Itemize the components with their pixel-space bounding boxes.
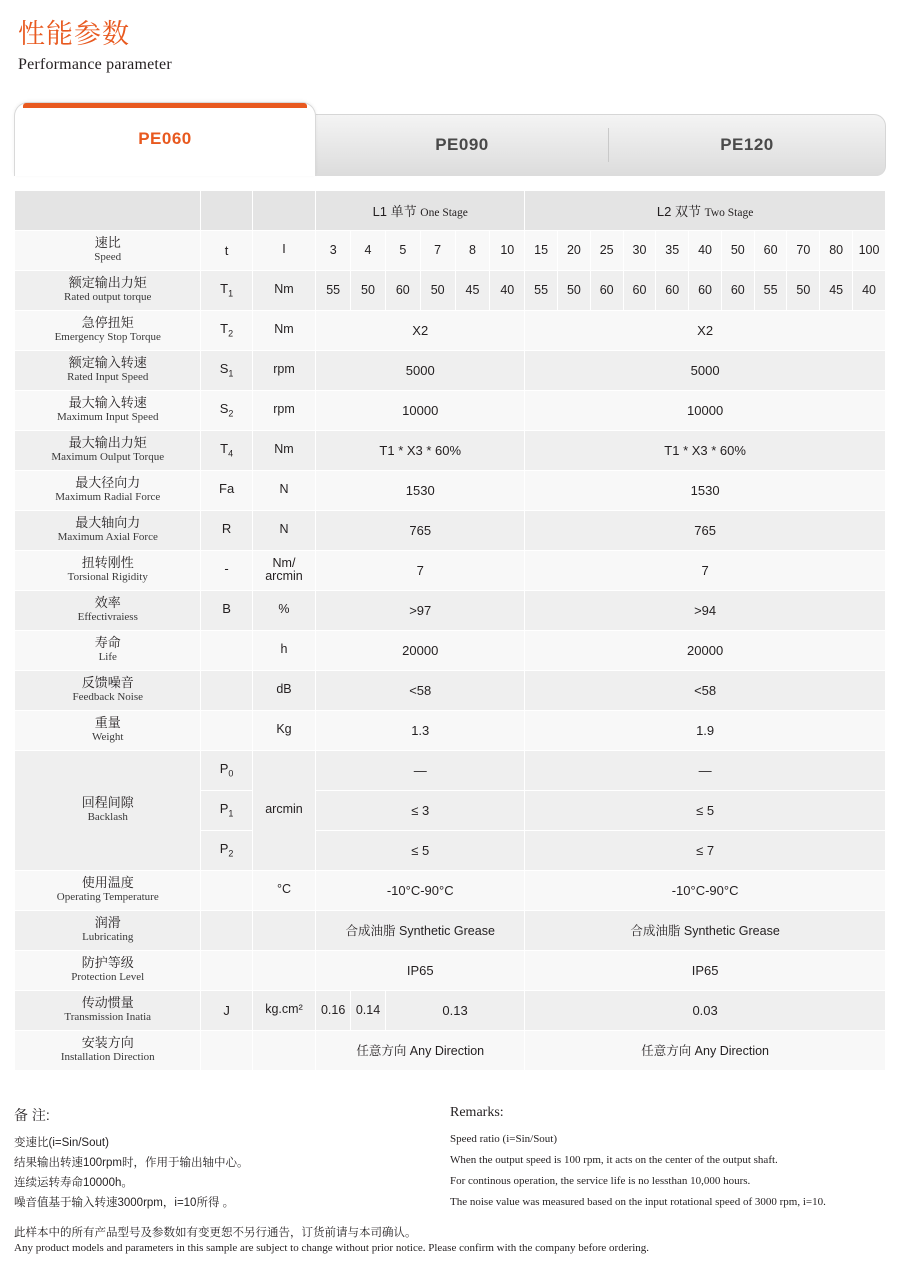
row-label-cn: 重量 xyxy=(94,715,121,731)
row-symbol xyxy=(201,630,252,670)
row-symbol xyxy=(201,350,252,390)
row-value-two-stage: 1.9 xyxy=(525,710,886,750)
row-label-cn: 润滑 xyxy=(94,915,121,931)
symbol-sub: 1 xyxy=(228,289,234,300)
row-symbol xyxy=(201,590,252,630)
remarks-en-line-0: Speed ratio (i=Sin/Sout) xyxy=(450,1133,558,1145)
row-symbol xyxy=(201,950,252,990)
table-row-install xyxy=(15,1030,886,1070)
row-unit: Kg xyxy=(252,710,316,750)
row-symbol-p0 xyxy=(201,750,252,790)
row-label-cn: 最大径向力 xyxy=(75,475,141,491)
cell-torque-two-6: 60 xyxy=(721,270,754,310)
model-tabs xyxy=(14,102,886,176)
row-value-two-stage: 10000 xyxy=(525,390,886,430)
row-value-one-stage: IP65 xyxy=(316,950,525,990)
row-label-cn: 扭转刚性 xyxy=(81,555,134,571)
row-label-inertia xyxy=(15,990,201,1030)
header-one-stage-cn: L1 单节 xyxy=(372,203,417,219)
row-symbol xyxy=(201,670,252,710)
cell-speed-two-10: 100 xyxy=(853,230,886,270)
row-symbol xyxy=(201,430,252,470)
symbol-base: T xyxy=(220,281,229,297)
table-row xyxy=(15,550,886,590)
row-label xyxy=(15,510,201,550)
cell-torque-one-2: 60 xyxy=(385,270,420,310)
row-label xyxy=(15,950,201,990)
row-label xyxy=(15,710,201,750)
remarks-en-column xyxy=(450,1105,886,1214)
row-label-speed-cn: 速比 xyxy=(94,235,121,251)
tab-pe060[interactable] xyxy=(14,102,316,176)
row-label xyxy=(15,910,201,950)
cell-inertia-one-0: 0.16 xyxy=(316,990,351,1030)
header-two-stage-cn: L2 双节 xyxy=(656,203,701,219)
cell-torque-two-7: 55 xyxy=(754,270,787,310)
cell-inertia-one-1: 0.14 xyxy=(351,990,386,1030)
cell-speed-one-0: 3 xyxy=(316,230,351,270)
table-row xyxy=(15,910,886,950)
row-value-one-stage: 合成油脂 Synthetic Grease xyxy=(316,910,525,950)
row-unit: Nm/ arcmin xyxy=(252,550,316,590)
row-unit: Nm xyxy=(252,430,316,470)
cell-inertia-two: 0.03 xyxy=(525,990,886,1030)
symbol-base: S xyxy=(219,361,229,377)
remarks-cn-line-3: 噪音值基于输入转速3000rpm，i=10所得 。 xyxy=(14,1197,235,1210)
cell-torque-two-8: 50 xyxy=(787,270,820,310)
symbol-sub: 0 xyxy=(228,769,234,780)
tab-pe090-label: PE090 xyxy=(435,134,489,154)
row-unit: % xyxy=(252,590,316,630)
row-unit: h xyxy=(252,630,316,670)
row-label-cn: 最大输入转速 xyxy=(68,395,147,411)
row-label-en: Protection Level xyxy=(71,971,145,984)
tab-pe120-label: PE120 xyxy=(720,134,774,154)
cell-backlash-p0-two: — xyxy=(525,750,886,790)
row-label-cn: 寿命 xyxy=(94,635,121,651)
symbol-sub: 1 xyxy=(228,809,234,820)
row-label-en: Torsional Rigidity xyxy=(67,571,148,584)
symbol-base: R xyxy=(221,521,232,537)
cell-torque-two-5: 60 xyxy=(689,270,722,310)
row-value-two-stage: IP65 xyxy=(525,950,886,990)
cell-backlash-p0-one: — xyxy=(316,750,525,790)
row-value-one-stage: 765 xyxy=(316,510,525,550)
header-one-stage-en: One Stage xyxy=(420,206,468,219)
row-unit-backlash: arcmin xyxy=(252,750,316,870)
cell-speed-two-5: 40 xyxy=(689,230,722,270)
symbol-base: P xyxy=(219,841,229,857)
row-label-backlash-en: Backlash xyxy=(87,811,128,824)
row-label xyxy=(15,550,201,590)
header-two-stage xyxy=(525,190,886,230)
header-blank-unit xyxy=(252,190,316,230)
row-unit-inertia: kg.cm² xyxy=(252,990,316,1030)
row-value-one-stage: X2 xyxy=(316,310,525,350)
table-row xyxy=(15,510,886,550)
cell-inertia-one-2: 0.13 xyxy=(385,990,524,1030)
row-value-one-stage: 1530 xyxy=(316,470,525,510)
row-label-cn: 最大轴向力 xyxy=(75,515,141,531)
symbol-base: P xyxy=(219,761,229,777)
table-row-backlash-p0 xyxy=(15,750,886,790)
symbol-sub: 2 xyxy=(228,849,234,860)
row-symbol xyxy=(201,710,252,750)
cell-torque-one-0: 55 xyxy=(316,270,351,310)
remarks-en-line-2: For continous operation, the service life is no lessthan 10,000 hours. xyxy=(450,1174,751,1187)
row-label xyxy=(15,670,201,710)
remarks-title-cn: 备 注: xyxy=(14,1107,50,1123)
row-label-en: Maximum Input Speed xyxy=(57,411,159,424)
row-label xyxy=(15,590,201,630)
row-value-two-stage: -10°C-90°C xyxy=(525,870,886,910)
footnote-cn: 此样本中的所有产品型号及参数如有变更恕不另行通告，订货前请与本司确认。 xyxy=(14,1227,417,1239)
cell-speed-two-9: 80 xyxy=(820,230,853,270)
row-label-cn: 急停扭矩 xyxy=(81,315,134,331)
row-label-en: Rated Input Speed xyxy=(67,371,149,384)
cell-speed-two-8: 70 xyxy=(787,230,820,270)
remarks-en-line-1: When the output speed is 100 rpm, it acts on the center of the output shaft. xyxy=(450,1153,778,1166)
spec-table-container xyxy=(14,190,886,1071)
row-value-one-stage: <58 xyxy=(316,670,525,710)
spec-table xyxy=(14,190,886,1071)
table-row xyxy=(15,310,886,350)
row-value-two-stage: 合成油脂 Synthetic Grease xyxy=(525,910,886,950)
cell-speed-two-3: 30 xyxy=(623,230,656,270)
row-label-cn: 最大输出力矩 xyxy=(68,435,147,451)
remarks-en-line-3: The noise value was measured based on the input rotational speed of 3000 rpm, i=10. xyxy=(450,1195,826,1208)
cell-speed-one-2: 5 xyxy=(385,230,420,270)
symbol-base: - xyxy=(224,561,229,577)
symbol-base: Fa xyxy=(219,481,235,497)
row-value-two-stage: X2 xyxy=(525,310,886,350)
row-label-en: Effectivraiess xyxy=(77,611,138,624)
tab-pe060-label: PE060 xyxy=(138,129,192,149)
cell-install-one: 任意方向 Any Direction xyxy=(316,1030,525,1070)
table-row-rated-torque xyxy=(15,270,886,310)
header-one-stage xyxy=(316,190,525,230)
row-value-one-stage: 1.3 xyxy=(316,710,525,750)
row-value-one-stage: 5000 xyxy=(316,350,525,390)
cell-speed-two-4: 35 xyxy=(656,230,689,270)
row-value-one-stage: T1 * X3 * 60% xyxy=(316,430,525,470)
cell-speed-two-0: 15 xyxy=(525,230,558,270)
symbol-base: T xyxy=(220,321,229,337)
cell-backlash-p2-two: ≤ 7 xyxy=(525,830,886,870)
row-label xyxy=(15,870,201,910)
row-label-cn: 额定输入转速 xyxy=(68,355,147,371)
row-symbol-install xyxy=(201,1030,252,1070)
row-label-rated-torque-cn: 额定输出力矩 xyxy=(68,275,147,291)
row-label xyxy=(15,470,201,510)
symbol-base: P xyxy=(219,801,229,817)
row-value-two-stage: 1530 xyxy=(525,470,886,510)
row-label-en: Emergency Stop Torque xyxy=(54,331,161,344)
symbol-base: T xyxy=(220,441,229,457)
row-value-one-stage: 7 xyxy=(316,550,525,590)
row-value-two-stage: 20000 xyxy=(525,630,886,670)
table-row xyxy=(15,590,886,630)
page-title-cn: 性能参数 xyxy=(18,19,130,49)
cell-speed-one-5: 10 xyxy=(490,230,525,270)
row-symbol-rated-torque xyxy=(201,270,252,310)
row-label-backlash xyxy=(15,750,201,870)
cell-speed-one-1: 4 xyxy=(351,230,386,270)
tab-pe120[interactable] xyxy=(608,114,886,176)
row-unit-rated-torque: Nm xyxy=(252,270,316,310)
row-unit xyxy=(252,950,316,990)
table-row xyxy=(15,470,886,510)
row-label-rated-torque-en: Rated output torque xyxy=(64,291,152,304)
row-unit: °C xyxy=(252,870,316,910)
row-label-inertia-cn: 传动惯量 xyxy=(81,995,134,1011)
row-value-one-stage: 10000 xyxy=(316,390,525,430)
row-symbol xyxy=(201,470,252,510)
row-symbol xyxy=(201,550,252,590)
table-row xyxy=(15,430,886,470)
row-label-en: Maximum Oulput Torque xyxy=(51,451,165,464)
cell-speed-two-6: 50 xyxy=(721,230,754,270)
remarks-cn-line-0: 变速比(i=Sin/Sout) xyxy=(14,1137,109,1149)
row-label-inertia-en: Transmission Inatia xyxy=(64,1011,152,1024)
row-label-cn: 效率 xyxy=(94,595,121,611)
row-value-one-stage: -10°C-90°C xyxy=(316,870,525,910)
row-symbol xyxy=(201,510,252,550)
row-value-one-stage: 20000 xyxy=(316,630,525,670)
cell-torque-one-1: 50 xyxy=(351,270,386,310)
row-symbol-p1 xyxy=(201,790,252,830)
table-row xyxy=(15,950,886,990)
row-unit: rpm xyxy=(252,390,316,430)
row-symbol-speed: t xyxy=(201,230,252,270)
row-label xyxy=(15,310,201,350)
row-unit: Nm xyxy=(252,310,316,350)
row-label-install-en: Installation Direction xyxy=(60,1051,155,1064)
header-blank-symbol xyxy=(201,190,252,230)
footnote-en: Any product models and parameters in this sample are subject to change without prior notice. Please confirm with the company before ordering. xyxy=(14,1242,650,1255)
row-unit: rpm xyxy=(252,350,316,390)
row-unit-speed: I xyxy=(252,230,316,270)
row-symbol xyxy=(201,390,252,430)
cell-torque-two-0: 55 xyxy=(525,270,558,310)
row-value-two-stage: 5000 xyxy=(525,350,886,390)
cell-torque-one-5: 40 xyxy=(490,270,525,310)
cell-backlash-p2-one: ≤ 5 xyxy=(316,830,525,870)
row-label-cn: 反馈噪音 xyxy=(81,675,134,691)
symbol-base: S xyxy=(219,401,229,417)
table-row xyxy=(15,390,886,430)
cell-torque-two-2: 60 xyxy=(590,270,623,310)
cell-speed-two-1: 20 xyxy=(558,230,591,270)
row-label-en: Maximum Radial Force xyxy=(55,491,161,504)
page-title-en: Performance parameter xyxy=(18,55,172,73)
header-two-stage-en: Two Stage xyxy=(704,206,754,219)
symbol-sub: 1 xyxy=(228,369,234,380)
row-symbol-inertia: J xyxy=(201,990,252,1030)
table-group-header-row xyxy=(15,190,886,230)
cell-backlash-p1-one: ≤ 3 xyxy=(316,790,525,830)
row-label-speed xyxy=(15,230,201,270)
row-label-en: Lubricating xyxy=(82,931,134,944)
table-row xyxy=(15,670,886,710)
row-label-speed-en: Speed xyxy=(94,251,122,264)
cell-torque-two-9: 45 xyxy=(820,270,853,310)
row-symbol xyxy=(201,870,252,910)
row-label xyxy=(15,390,201,430)
cell-torque-two-1: 50 xyxy=(558,270,591,310)
row-label-en: Life xyxy=(98,651,117,664)
remarks-cn-line-2: 连续运转寿命10000h。 xyxy=(14,1177,133,1190)
row-unit: N xyxy=(252,510,316,550)
footnote xyxy=(14,1225,886,1256)
row-label-en: Maximum Axial Force xyxy=(57,531,158,544)
cell-speed-one-3: 7 xyxy=(420,230,455,270)
row-value-one-stage: >97 xyxy=(316,590,525,630)
symbol-sub: 2 xyxy=(228,409,234,420)
row-label-rated-torque xyxy=(15,270,201,310)
row-label-cn: 防护等级 xyxy=(81,955,134,971)
row-unit: dB xyxy=(252,670,316,710)
page-header xyxy=(0,0,900,74)
remarks-title-en: Remarks: xyxy=(450,1105,504,1120)
symbol-sub: 2 xyxy=(228,329,234,340)
row-unit xyxy=(252,910,316,950)
cell-torque-one-3: 50 xyxy=(420,270,455,310)
cell-torque-two-4: 60 xyxy=(656,270,689,310)
row-label-en: Weight xyxy=(91,731,124,744)
row-value-two-stage: 765 xyxy=(525,510,886,550)
tab-pe090[interactable] xyxy=(316,114,608,176)
row-value-two-stage: T1 * X3 * 60% xyxy=(525,430,886,470)
row-label-backlash-cn: 回程间隙 xyxy=(81,795,134,811)
row-value-two-stage: 7 xyxy=(525,550,886,590)
row-label-install xyxy=(15,1030,201,1070)
row-symbol xyxy=(201,310,252,350)
table-row xyxy=(15,870,886,910)
cell-speed-one-4: 8 xyxy=(455,230,490,270)
row-label xyxy=(15,630,201,670)
remarks-section xyxy=(14,1105,886,1214)
cell-speed-two-7: 60 xyxy=(754,230,787,270)
remarks-cn-line-1: 结果输出转速100rpm时，作用于输出轴中心。 xyxy=(14,1157,249,1170)
row-label-en: Operating Temperature xyxy=(56,891,159,904)
row-symbol xyxy=(201,910,252,950)
remarks-cn-column xyxy=(14,1105,450,1214)
table-row xyxy=(15,350,886,390)
row-symbol-p2 xyxy=(201,830,252,870)
row-value-two-stage: >94 xyxy=(525,590,886,630)
symbol-sub: 4 xyxy=(228,449,234,460)
row-value-two-stage: <58 xyxy=(525,670,886,710)
cell-torque-two-3: 60 xyxy=(623,270,656,310)
table-row-inertia xyxy=(15,990,886,1030)
cell-torque-two-10: 40 xyxy=(853,270,886,310)
row-unit: N xyxy=(252,470,316,510)
row-label-install-cn: 安装方向 xyxy=(81,1035,134,1051)
table-row xyxy=(15,710,886,750)
table-row xyxy=(15,630,886,670)
cell-install-two: 任意方向 Any Direction xyxy=(525,1030,886,1070)
cell-speed-two-2: 25 xyxy=(590,230,623,270)
symbol-base: B xyxy=(222,601,231,617)
row-label xyxy=(15,430,201,470)
header-blank-name xyxy=(15,190,201,230)
row-unit-install xyxy=(252,1030,316,1070)
row-label xyxy=(15,350,201,390)
row-label-en: Feedback Noise xyxy=(72,691,144,704)
cell-torque-one-4: 45 xyxy=(455,270,490,310)
cell-backlash-p1-two: ≤ 5 xyxy=(525,790,886,830)
row-label-cn: 使用温度 xyxy=(81,875,134,891)
table-row-speed xyxy=(15,230,886,270)
